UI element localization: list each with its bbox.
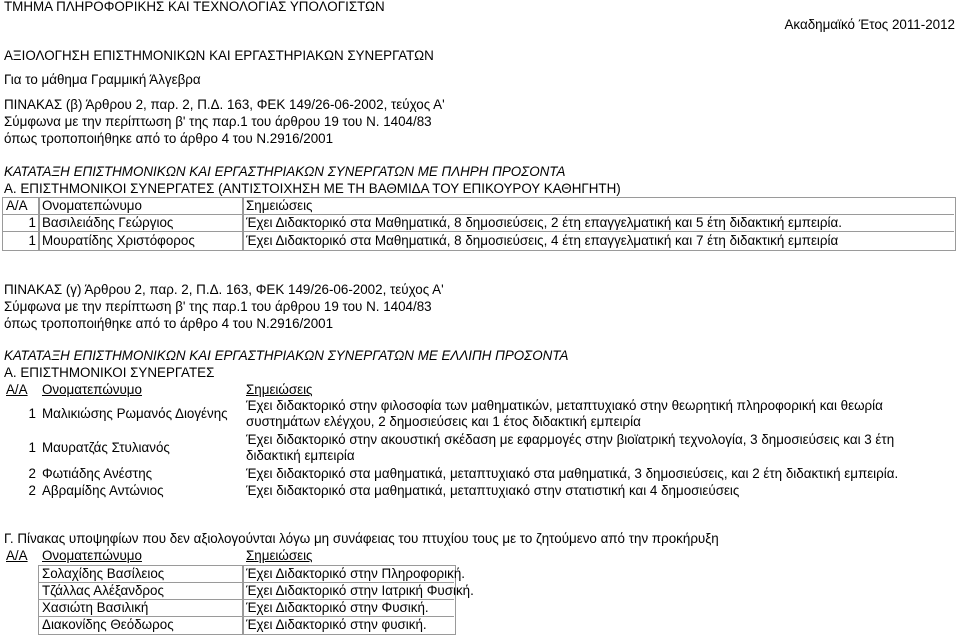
- table-b-law-line1: ΠΙΝΑΚΑΣ (β) Άρθρου 2, παρ. 2, Π.Δ. 163, ΦΕΚ 149/26-06-2002, τεύχος Α': [4, 97, 445, 112]
- row-name: Μαυρατζάς Στυλιανός: [42, 440, 170, 455]
- course-title: Για το μάθημα Γραμμική Άλγεβρα: [4, 72, 201, 87]
- row-name: Διακονίδης Θεόδωρος: [42, 617, 174, 632]
- row-name: Χασιώτη Βασιλική: [42, 600, 149, 615]
- row-notes: Έχει διδακτορικό στην φιλοσοφία των μαθηματικών, μεταπτυχιακό στην θεωρητική πληροφορική και θεωρία συστημάτων ελέγχου, 2 δημοσιεύσεις και 1 έτος διδακτική εμπειρία: [246, 398, 883, 429]
- row-notes: Έχει Διδακτορικό στα Μαθηματικά, 8 δημοσιεύσεις, 2 έτη επαγγελματική και 5 έτη διδακτική εμπειρία.: [246, 215, 842, 230]
- row-notes: Έχει Διδακτορικό στην φυσική.: [246, 617, 427, 632]
- table-b-law-line3: όπως τροποποιήθηκε από το άρθρο 4 του Ν.2916/2001: [4, 131, 334, 146]
- academic-year: Ακαδημαϊκό Έτος 2011-2012: [784, 17, 955, 32]
- row-aa: 1: [28, 406, 36, 421]
- row-notes: Έχει διδακτορικό στην ακουστική σκέδαση με εφαρμογές στην βιοϊατρική τεχνολογία, 3 δημοσιεύσεις και 3 έτη διδακτική εμπειρία: [246, 432, 895, 463]
- table-g-col-name: Ονοματεπώνυμο: [42, 548, 142, 563]
- row-aa: 1: [28, 440, 36, 455]
- row-aa: 2: [28, 483, 36, 498]
- table-c-law-line1: ΠΙΝΑΚΑΣ (γ) Άρθρου 2, παρ. 2, Π.Δ. 163, ΦΕΚ 149/26-06-2002, τεύχος Α': [4, 282, 444, 297]
- row-name: Μαλικιώσης Ρωμανός Διογένης: [42, 406, 228, 421]
- table-g-col-notes: Σημειώσεις: [246, 548, 313, 563]
- table-b-category: Α. ΕΠΙΣΤΗΜΟΝΙΚΟΙ ΣΥΝΕΡΓΑΤΕΣ (ΑΝΤΙΣΤΟΙΧΗΣΗ ΜΕ ΤΗ ΒΑΘΜΙΔΑ ΤΟΥ ΕΠΙΚΟΥΡΟΥ ΚΑΘΗΓΗΤΗ): [4, 181, 621, 196]
- table-c-law-line2: Σύμφωνα με την περίπτωση β' της παρ.1 του άρθρου 19 του Ν. 1404/83: [4, 299, 432, 314]
- table-g-title: Γ. Πίνακας υποψηφίων που δεν αξιολογούνται λόγω μη συνάφειας του πτυχίου τους με το ζητούμενο από την προκήρυξη: [4, 531, 719, 546]
- table-c-category: Α. ΕΠΙΣΤΗΜΟΝΙΚΟΙ ΣΥΝΕΡΓΑΤΕΣ: [4, 365, 215, 380]
- table-b-law-line2: Σύμφωνα με την περίπτωση β' της παρ.1 του άρθρου 19 του Ν. 1404/83: [4, 114, 432, 129]
- row-notes: Έχει διδακτορικό στα μαθηματικά, μεταπτυχιακό στην στατιστική και 4 δημοσιεύσεις: [246, 483, 740, 498]
- table-c-col-aa: Α/Α: [6, 382, 28, 397]
- row-notes: Έχει Διδακτορικό στην Ιατρική Φυσική.: [246, 583, 474, 598]
- row-name: Τζάλλας Αλέξανδρος: [42, 583, 164, 598]
- table-c-law-line3: όπως τροποποιήθηκε από το άρθρο 4 του Ν.2916/2001: [4, 316, 334, 331]
- table-c-col-name: Ονοματεπώνυμο: [42, 382, 142, 397]
- row-aa: 1: [28, 215, 36, 230]
- table-c-ranking-title: ΚΑΤΑΤΑΞΗ ΕΠΙΣΤΗΜΟΝΙΚΩΝ ΚΑΙ ΕΡΓΑΣΤΗΡΙΑΚΩΝ ΣΥΝΕΡΓΑΤΩΝ ΜΕ ΕΛΛΙΠΗ ΠΡΟΣΟΝΤΑ: [4, 348, 569, 363]
- table-b-col-notes: Σημειώσεις: [246, 198, 313, 213]
- row-name: Αβραμίδης Αντώνιος: [42, 483, 164, 498]
- row-name: Φωτιάδης Ανέστης: [42, 466, 153, 481]
- table-b-col-aa: Α/Α: [6, 198, 28, 213]
- table-b-col-name: Ονοματεπώνυμο: [42, 198, 142, 213]
- row-name: Σολαχίδης Βασίλειος: [42, 566, 165, 581]
- table-b-ranking-title: ΚΑΤΑΤΑΞΗ ΕΠΙΣΤΗΜΟΝΙΚΩΝ ΚΑΙ ΕΡΓΑΣΤΗΡΙΑΚΩΝ ΣΥΝΕΡΓΑΤΩΝ ΜΕ ΠΛΗΡΗ ΠΡΟΣΟΝΤΑ: [4, 164, 566, 179]
- department-title: ΤΜΗΜΑ ΠΛΗΡΟΦΟΡΙΚΗΣ ΚΑΙ ΤΕΧΝΟΛΟΓΙΑΣ ΥΠΟΛΟΓΙΣΤΩΝ: [4, 0, 385, 14]
- row-name: Μουρατίδης Χριστόφορος: [42, 233, 195, 248]
- row-aa: 1: [28, 233, 36, 248]
- row-name: Βασιλειάδης Γεώργιος: [42, 215, 174, 230]
- row-notes: Έχει Διδακτορικό στην Φυσική.: [246, 600, 429, 615]
- row-notes: Έχει Διδακτορικό στην Πληροφορική.: [246, 566, 465, 581]
- row-notes: Έχει διδακτορικό στα μαθηματικά, μεταπτυχιακό στα μαθηματικά, 3 δημοσιεύσεις, και 2 έτη διδακτική εμπειρία.: [246, 466, 899, 481]
- evaluation-title: ΑΞΙΟΛΟΓΗΣΗ ΕΠΙΣΤΗΜΟΝΙΚΩΝ ΚΑΙ ΕΡΓΑΣΤΗΡΙΑΚΩΝ ΣΥΝΕΡΓΑΤΩΝ: [4, 48, 434, 63]
- row-aa: 2: [28, 466, 36, 481]
- table-g-col-aa: Α/Α: [6, 548, 28, 563]
- table-c-col-notes: Σημειώσεις: [246, 382, 313, 397]
- row-notes: Έχει Διδακτορικό στα Μαθηματικά, 8 δημοσιεύσεις, 4 έτη επαγγελματική και 7 έτη διδακτική εμπειρία: [246, 233, 839, 248]
